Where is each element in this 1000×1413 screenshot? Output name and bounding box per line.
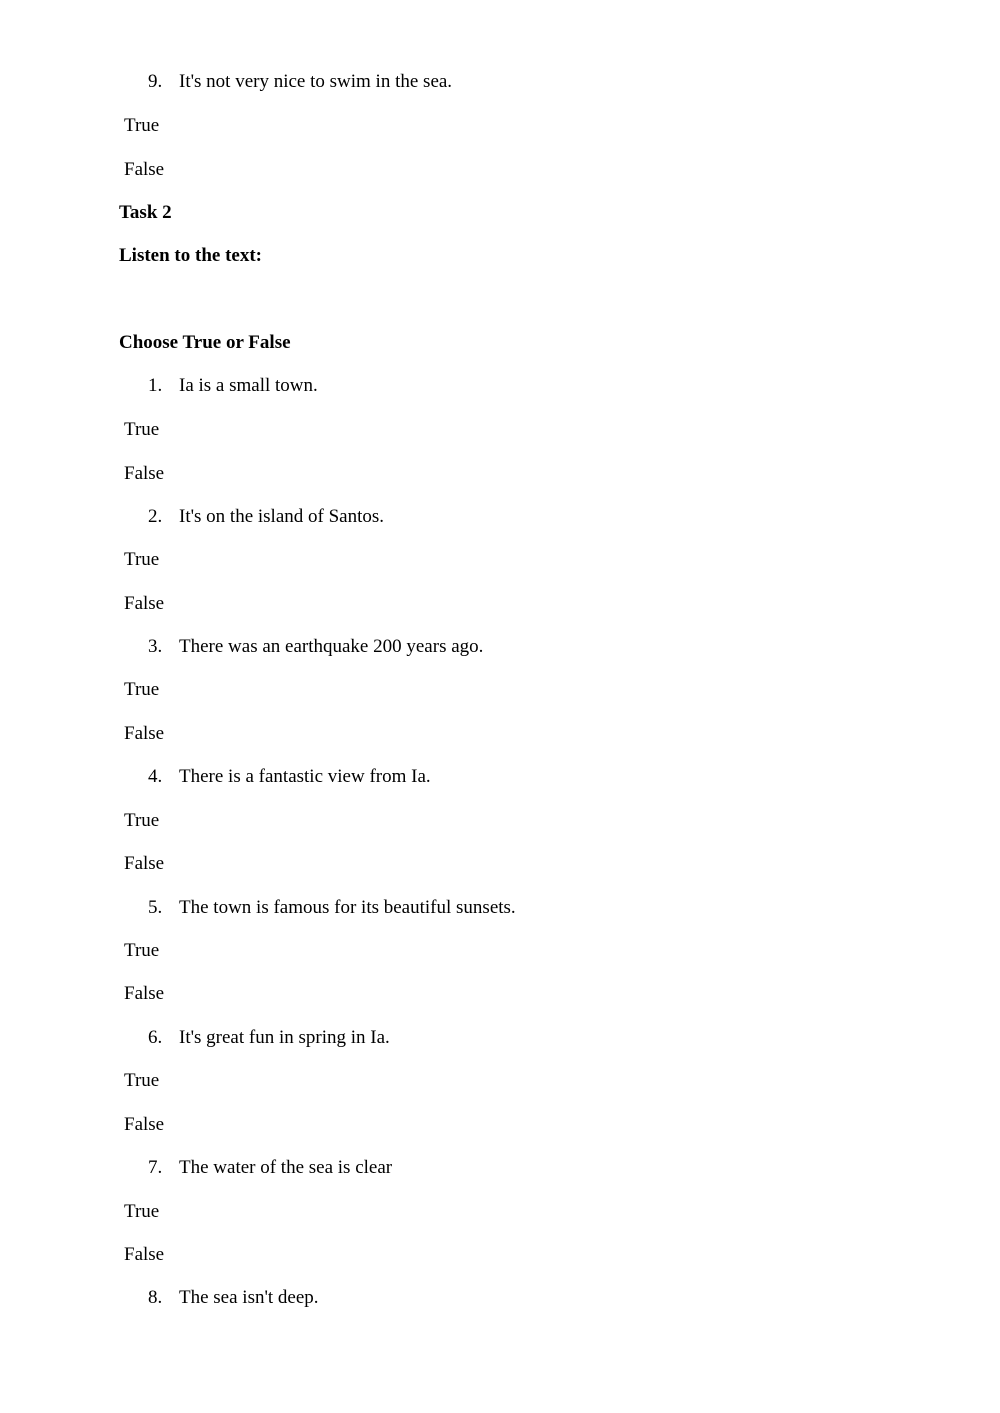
- option-true[interactable]: True: [124, 1201, 160, 1222]
- question-text: There was an earthquake 200 years ago.: [179, 636, 484, 657]
- question-text: The town is famous for its beautiful sunsets.: [179, 897, 516, 918]
- question-text: There is a fantastic view from Ia.: [179, 766, 431, 787]
- question-text: It's great fun in spring in Ia.: [179, 1027, 390, 1048]
- task-heading: Task 2: [119, 202, 172, 223]
- task-instruction: Listen to the text:: [119, 245, 262, 266]
- option-true[interactable]: True: [124, 679, 160, 700]
- question-number: 1.: [148, 375, 163, 396]
- question-text: It's on the island of Santos.: [179, 506, 385, 527]
- option-false[interactable]: False: [124, 463, 165, 484]
- question-text: It's not very nice to swim in the sea.: [179, 71, 453, 92]
- question-text: Ia is a small town.: [179, 375, 318, 396]
- question-number: 5.: [148, 897, 163, 918]
- question-number: 4.: [148, 766, 163, 787]
- option-false[interactable]: False: [124, 723, 165, 744]
- option-false[interactable]: False: [124, 1244, 165, 1265]
- choose-label: Choose True or False: [119, 332, 291, 353]
- option-true[interactable]: True: [124, 419, 160, 440]
- question-number: 8.: [148, 1287, 163, 1308]
- question-number: 3.: [148, 636, 163, 657]
- option-true[interactable]: True: [124, 940, 160, 961]
- option-false[interactable]: False: [124, 1114, 165, 1135]
- option-true[interactable]: True: [124, 810, 160, 831]
- question-number: 7.: [148, 1157, 163, 1178]
- option-false[interactable]: False: [124, 983, 165, 1004]
- question-number: 9.: [148, 71, 163, 92]
- option-false[interactable]: False: [124, 159, 165, 180]
- question-text: The water of the sea is clear: [179, 1157, 393, 1178]
- option-true[interactable]: True: [124, 549, 160, 570]
- option-false[interactable]: False: [124, 853, 165, 874]
- option-true[interactable]: True: [124, 115, 160, 136]
- question-number: 2.: [148, 506, 163, 527]
- question-text: The sea isn't deep.: [179, 1287, 319, 1308]
- option-false[interactable]: False: [124, 593, 165, 614]
- option-true[interactable]: True: [124, 1070, 160, 1091]
- question-number: 6.: [148, 1027, 163, 1048]
